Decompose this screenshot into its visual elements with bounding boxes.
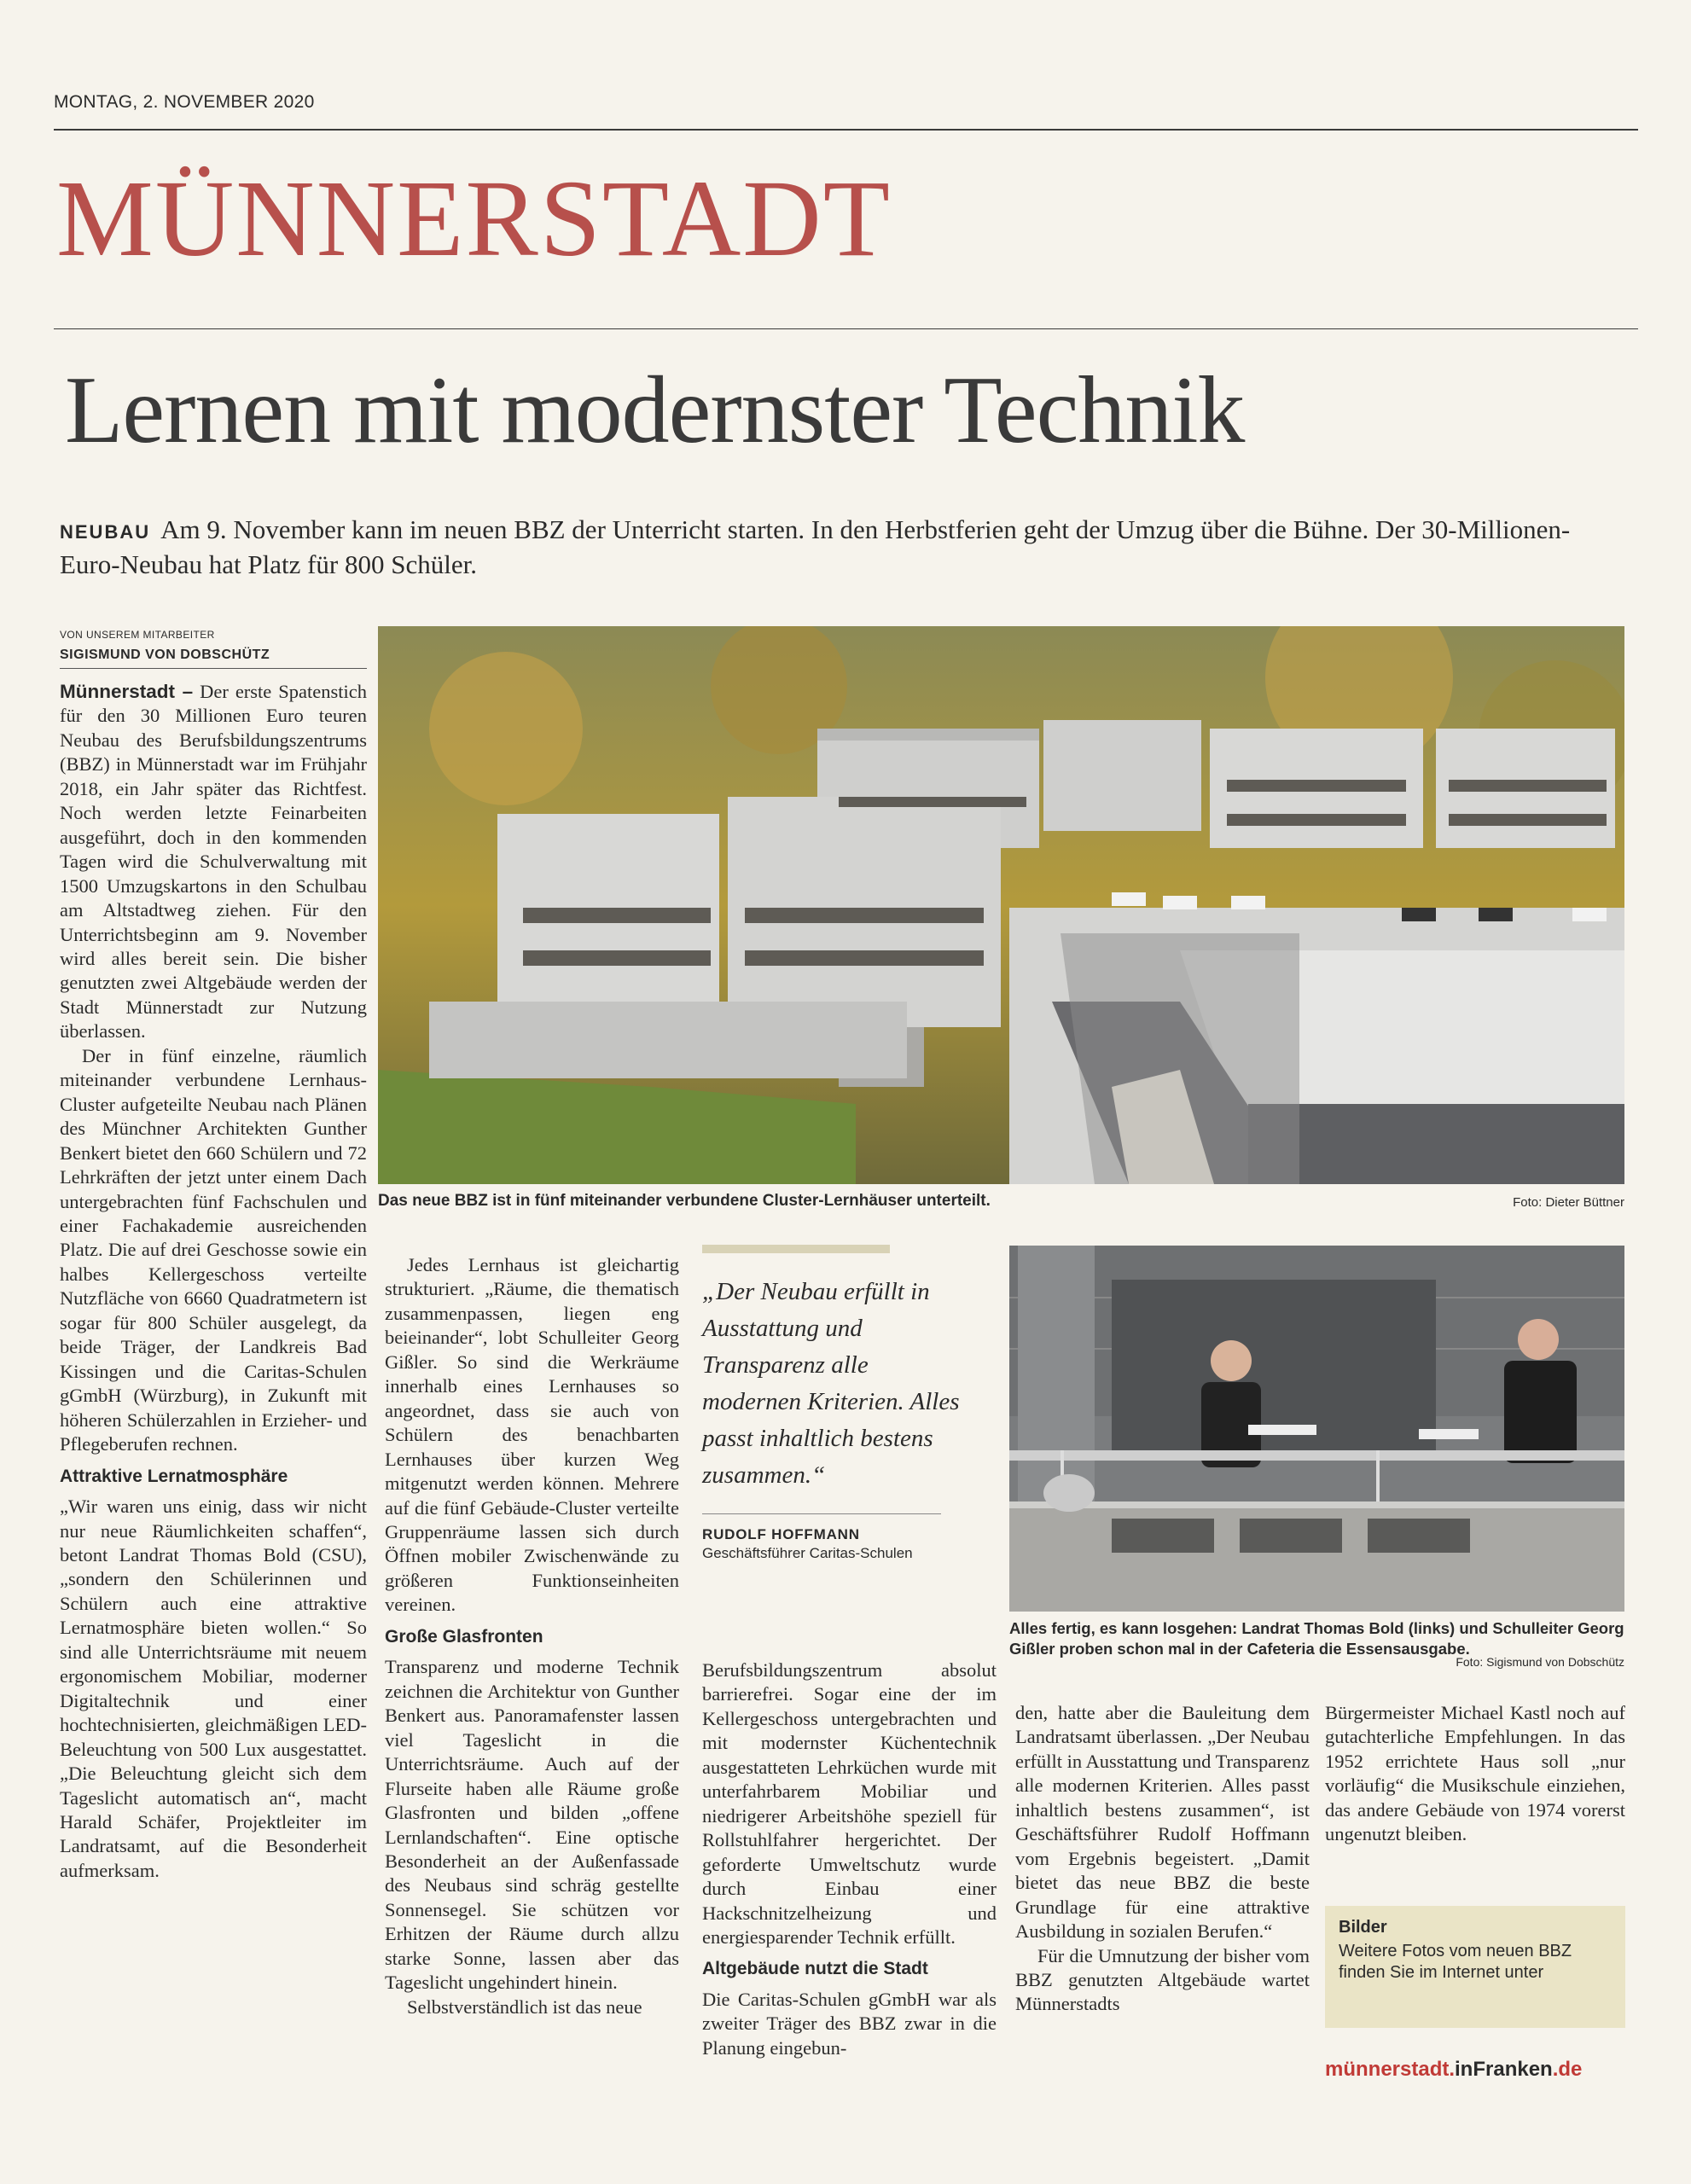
paragraph: Der in fünf einzelne, räumlich miteinander verbundene Lernhaus-Cluster aufgeteilte Neubau nach Plänen des Münchner Architekten Gunther Benkert bietet den 660 Schülern und 72 Lehrkräften der jetzt unter einem Dach untergebrachten fünf Fachschulen und einer Fachakademie ausreichenden Platz. Die auf drei Geschosse sowie ein halbes Kellergeschoss verteilte Nutzfläche von 6660 Quadratmetern ist sogar für 800 Schüler ausgelegt, da beide Träger, der Landkreis Bad Kissingen und die Caritas-Schulen gGmbH (Würzburg), in Zukunft mit höheren Schülerzahlen in Erzieher- und Pflegeberufen rechnen. <box>60 1044 367 1455</box>
paragraph: „Wir waren uns einig, dass wir nicht nur neue Räumlichkeiten schaffen“, betont Landrat Thomas Bold (CSU), „sondern den Schülerinnen und Schülern auch eine attraktive Lernatmosphäre bieten wollen.“ So sind alle Unterrichtsräume mit neuem ergonomischem Mobiliar, moderner Digitaltechnik und einer hochtechnisierten, gleichmäßigen LED-Beleuchtung von 500 Lux ausgestattet. „Die Beleuchtung gleicht sich dem Tageslicht automatisch an“, macht Harald Schäfer, Projektleiter im Landratsamt, auf die Besonderheit aufmerksam. <box>60 1496 367 1881</box>
photo-credit: Foto: Sigismund von Dobschütz <box>1456 1655 1624 1669</box>
quote-author: RUDOLF HOFFMANN <box>702 1526 860 1543</box>
article-column-2 <box>385 1253 679 2019</box>
quote-bar <box>702 1245 890 1253</box>
photo-credit: Foto: Dieter Büttner <box>1513 1195 1624 1210</box>
photo-caption: Das neue BBZ ist in fünf miteinander verbundene Cluster-Lernhäuser unterteilt. <box>378 1192 991 1210</box>
paragraph: den, hatte aber die Bauleitung dem Landratsamt überlassen. „Der Neubau erfüllt in Ausstattung und Transparenz alle modernen Kriterien. Alles passt inhaltlich bestens zusammen“, ist Geschäftsführer Rudolf Hoffmann vom Ergebnis begeistert. „Damit bietet das neue BBZ die beste Grundlage für eine attraktive Ausbildung in sozialen Berufen.“ <box>1015 1702 1310 1943</box>
cafeteria-photo <box>1009 1246 1624 1612</box>
article-column-1 <box>60 680 367 1883</box>
headline: Lernen mit modernster Technik <box>65 357 1245 463</box>
article-column-3 <box>702 1658 997 2060</box>
web-link[interactable]: münnerstadt.inFranken.de <box>1325 2058 1583 2081</box>
paragraph: Selbstverständlich ist das neue <box>407 1995 642 2018</box>
section-title: MÜNNERSTADT <box>56 158 892 279</box>
kicker-label: NEUBAU <box>60 521 151 543</box>
info-box <box>1325 1906 1625 2028</box>
article-column-4 <box>1015 1701 1310 2017</box>
section-rule <box>54 328 1638 329</box>
author-rule <box>60 668 367 669</box>
paragraph: Für die Umnutzung der bisher vom BBZ genutzten Altgebäude wartet Münnerstadts <box>1015 1944 1310 2015</box>
kicker-text: Am 9. November kann im neuen BBZ der Unterricht starten. In den Herbstferien geht der Umzug über die Bühne. Der 30-Millionen-Euro-Neubau hat Platz für 800 Schüler. <box>60 514 1571 580</box>
pull-quote <box>702 1245 971 1562</box>
subheading: Große Glasfronten <box>385 1626 543 1647</box>
dateline: MONTAG, 2. NOVEMBER 2020 <box>54 92 315 112</box>
paragraph: Die Caritas-Schulen gGmbH war als zweiter Träger des BBZ zwar in die Planung eingebun- <box>702 1989 997 2059</box>
paragraph: Transparenz und moderne Technik zeichnen die Architektur von Gunther Benkert aus. Panoramafenster lassen viel Tageslicht in die Unterrichtsräume. Auch auf der Flurseite haben alle Räume große Glasfronten und bilden „offene Lernlandschaften“. Eine optische Besonderheit an der Außenfassade des Neubaus sind schräg gestellte Sonnensegel. Sie schützen vor Erhitzen der Räume durch allzu starke Sonne, lassen aber das Tageslicht ungehindert hinein. <box>385 1656 679 1994</box>
photo-caption: Alles fertig, es kann losgehen: Landrat Thomas Bold (links) und Schulleiter Georg Gißler proben schon mal in der Cafeteria die Essensausgabe. <box>1009 1619 1624 1658</box>
paragraph: Jedes Lernhaus ist gleichartig strukturiert. „Räume, die thematisch zusammenpassen, liegen eng beieinander“, lobt Schulleiter Georg Gißler. So sind die Werkräume innerhalb eines Lernhauses so angeordnet, dass sie auch von Schülern des benachbarten Lernhauses über kurzen Weg mitgenutzt werden können. Mehrere auf die fünf Gebäude-Cluster verteilte Gruppenräume lassen sich durch Öffnen mobiler Zwischenwände zu größeren Funktionseinheiten vereinen. <box>385 1254 679 1616</box>
paragraph: Berufsbildungszentrum absolut barrierefrei. Sogar eine der im Kellergeschoss untergebrachten und mit modernster Küchentechnik ausgestatteten Lehrküchen wurde mit unterfahrbarem Mobiliar und niedrigerer Arbeitshöhe speziell für Rollstuhlfahrer hergerichtet. Der geforderte Umweltschutz wurde durch Einbau einer Hackschnitzelheizung und energiesparender Technik erfüllt. <box>702 1659 997 1948</box>
top-rule <box>54 129 1638 131</box>
author-prefix: VON UNSEREM MITARBEITER <box>60 629 215 641</box>
school-aerial-photo <box>378 626 1624 1184</box>
paragraph: Bürgermeister Michael Kastl noch auf gutachterliche Empfehlungen. In das 1952 errichtete Haus soll „nur vorläufig“ die Musikschule einziehen, das andere Gebäude von 1974 vorerst ungenutzt bleiben. <box>1325 1702 1625 1845</box>
subheading: Altgebäude nutzt die Stadt <box>702 1959 928 1979</box>
article-column-5 <box>1325 1701 1625 1847</box>
author-name: SIGISMUND VON DOBSCHÜTZ <box>60 648 270 662</box>
subheading: Attraktive Lernatmosphäre <box>60 1466 288 1486</box>
info-text: Weitere Fotos vom neuen BBZ finden Sie im Internet unter <box>1339 1942 1572 1982</box>
place-name: Münnerstadt – <box>60 681 194 702</box>
quote-divider <box>702 1513 941 1514</box>
quote-author-role: Geschäftsführer Caritas-Schulen <box>702 1545 913 1562</box>
quote-text: „Der Neubau erfüllt in Ausstattung und Transparenz alle modernen Kriterien. Alles passt inhaltlich bestens zusammen.“ <box>702 1278 960 1489</box>
paragraph: Münnerstadt – Der erste Spatenstich für den 30 Millionen Euro teuren Neubau des Berufsbildungszentrums (BBZ) in Münnerstadt war im Frühjahr 2018, ein Jahr später das Richtfest. Noch werden letzte Feinarbeiten ausgeführt, doch in den kommenden Tagen wird die Schulverwaltung mit 1500 Umzugskartons in den Schulbau am Altstadtweg ziehen. Für den Unterrichtsbeginn am 9. November wird alles bereit sein. Die bisher genutzten zwei Altgebäude werden der Stadt Münnerstadt zur Nutzung überlassen. <box>60 681 368 1043</box>
info-title: Bilder <box>1339 1918 1387 1937</box>
kicker <box>60 512 1595 582</box>
